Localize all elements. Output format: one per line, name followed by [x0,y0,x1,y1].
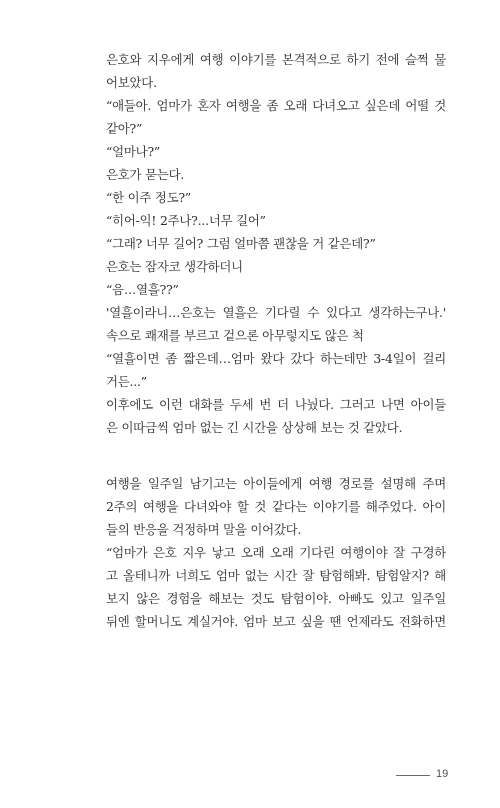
body-line: '열흘이라니…은호는 열흘은 기다릴 수 있다고 생각하는구나.' [106,305,446,320]
body-line: 은호는 잠자코 생각하더니 [106,259,243,274]
footer-rule [396,775,430,776]
body-line: “얼마나?” [106,144,161,159]
page-number: 19 [436,768,449,780]
body-line: 은호가 묻는다. [106,167,185,182]
body-line: 보지 않은 경험을 해보는 것도 탐험이야. 아빠도 있고 일주일 [106,591,446,606]
body-line: “히어-익! 2주나?...너무 길어” [106,213,266,228]
page-footer [396,766,456,782]
body-line: 은 이따금씩 엄마 없는 긴 시간을 상상해 보는 것 같았다. [106,420,403,435]
body-line: 2주의 여행을 다녀와야 할 것 같다는 이야기를 해주었다. 아이 [106,499,446,514]
body-line: 같아?” [106,121,143,136]
body-line: 뒤엔 할머니도 계실거야. 엄마 보고 싶을 땐 언제라도 전화하면 [106,614,446,629]
body-line: “열흘이면 좀 짧은데…엄마 왔다 갔다 하는데만 3-4일이 걸리 [106,351,446,366]
body-line: 여행을 일주일 남기고는 아이들에게 여행 경로를 설명해 주며 [106,476,446,491]
body-line: 은호와 지우에게 여행 이야기를 본격적으로 하기 전에 슬쩍 물 [106,52,446,67]
body-line: 속으로 쾌재를 부르고 겉으론 아무렇지도 않은 척 [106,328,364,343]
body-line: 어보았다. [106,75,157,90]
body-line: 고 올테니까 너희도 엄마 없는 시간 잘 탐험해봐. 탐험알지? 해 [106,568,446,583]
body-line: 들의 반응을 걱정하며 말을 이어갔다. [106,522,302,537]
body-line: “한 이주 정도?” [106,190,192,205]
body-line: 거든...” [106,374,147,389]
body-line: “엄마가 은호 지우 낳고 오래 오래 기다린 여행이야 잘 구경하 [106,545,446,560]
body-line: “음…열흘??” [106,282,179,297]
body-line: “그래? 너무 길어? 그럼 얼마쯤 괜찮을 거 같은데?” [106,236,376,251]
body-line: “애들아. 엄마가 혼자 여행을 좀 오래 다녀오고 싶은데 어떨 것 [106,98,446,113]
body-line: 이후에도 이런 대화를 두세 번 더 나눴다. 그러고 나면 아이들 [106,397,446,412]
